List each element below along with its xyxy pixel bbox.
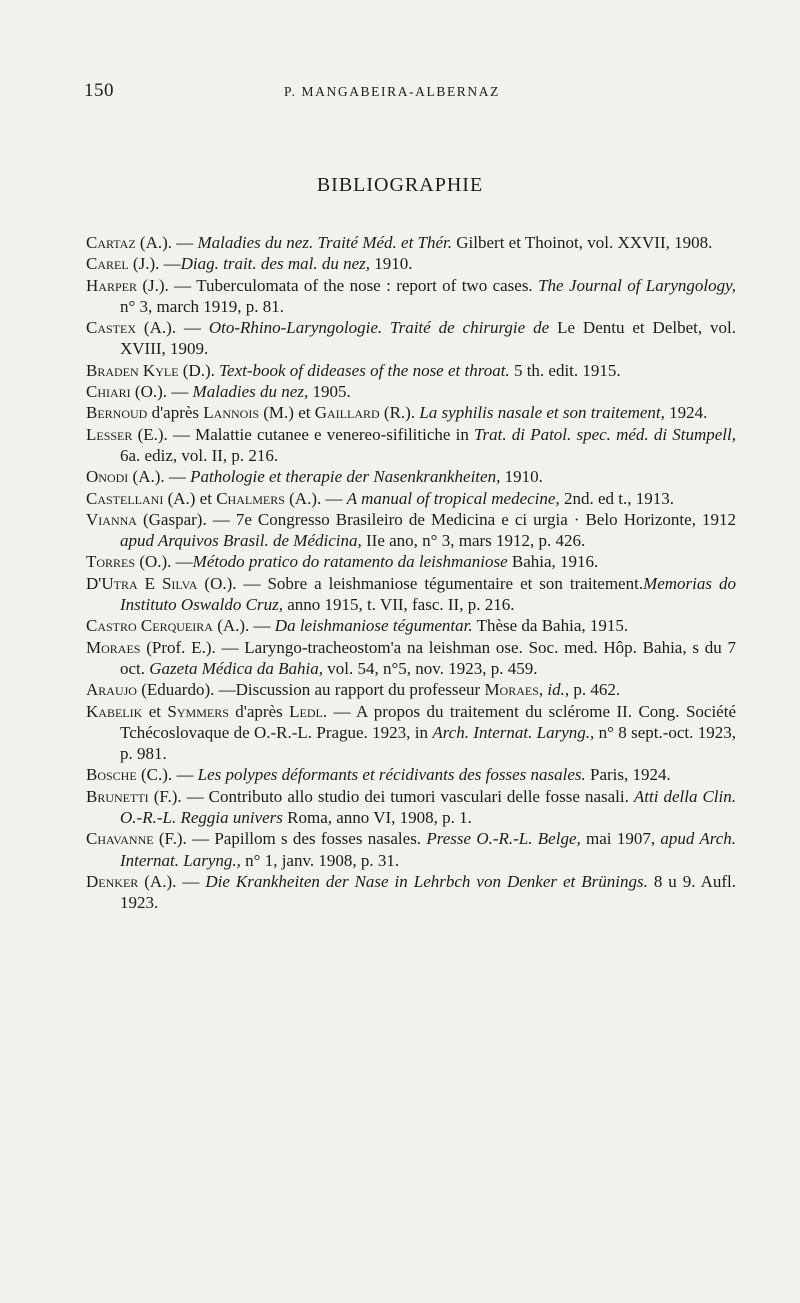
work-title: id.: [547, 680, 565, 700]
entry-text: 6a. ediz, vol. II, p. 216.: [120, 445, 279, 465]
work-title: Atti della Clin. O.-R.-L. Reggia univers: [120, 786, 736, 828]
author-name: Brunetti: [86, 786, 149, 806]
entry-text: (A.). —: [212, 616, 275, 636]
page-header: [84, 80, 740, 102]
author-name: Carel: [86, 254, 129, 274]
work-title: La syphilis nasale et son traitement,: [419, 403, 665, 423]
entry-text: (F.). — Contributo allo studio dei tumori vasculari delle fosse nasali.: [148, 786, 634, 806]
author-name: Castellani: [86, 488, 164, 508]
bibliography-entry: [86, 275, 736, 318]
entry-text: (Gaspar). — 7e Congresso Brasileiro de Medicina e ci urgia · Belo Horizonte, 1912: [136, 509, 736, 529]
entry-text: (R.).: [379, 403, 420, 423]
entry-text: (Prof. E.). — Laryngo-tracheostom'a na leishman ose. Soc. med. Hôp. Bahia, s du 7 oct.: [120, 637, 736, 678]
entry-text: mai 1907,: [580, 829, 661, 849]
entry-text: E: [137, 573, 162, 593]
author-name: Denker: [86, 871, 139, 891]
work-title: Les polypes déformants et récidivants des fosses nasales.: [197, 765, 586, 785]
entry-text: (A.). —: [128, 467, 191, 487]
work-title: Pathologie et therapie der Nasenkrankheiten,: [190, 467, 501, 487]
section-title: BIBLIOGRAPHIE: [316, 174, 484, 196]
work-title: Maladies du nez,: [192, 382, 309, 402]
entry-text: (F.). — Papillom s des fosses nasales.: [153, 829, 427, 849]
author-name: Symmers: [167, 701, 229, 721]
entry-text: (Eduardo). —Discussion au rapport du professeur: [136, 680, 485, 700]
entry-text: Bahia, 1916.: [507, 552, 599, 572]
entry-text: d'après: [147, 403, 204, 423]
entry-text: (O.). —: [130, 382, 193, 402]
author-name: Kabelik: [86, 701, 143, 721]
bibliography-entry: [86, 381, 736, 402]
entry-text: (M.) et: [259, 403, 315, 423]
entry-text: IIe ano, n° 3, mars 1912, p. 426.: [361, 531, 586, 551]
bibliography-entry: [86, 871, 736, 914]
entry-text: n° 3, march 1919, p. 81.: [120, 296, 285, 316]
bibliography-entry: [86, 764, 736, 785]
author-name: Castex: [86, 318, 137, 338]
work-title: Diag. trait. des mal. du nez,: [180, 254, 370, 274]
bibliography-entry: [86, 424, 736, 467]
author-name: Bernoud: [86, 403, 148, 423]
entry-text: 1910.: [369, 254, 413, 274]
bibliography-entry: [86, 828, 736, 871]
entry-text: vol. 54, n°5, nov. 1923, p. 459.: [323, 658, 538, 678]
bibliography-list: [86, 232, 736, 914]
bibliography-entry: [86, 551, 736, 572]
bibliography-entry: [86, 701, 736, 765]
entry-text: n° 8 sept.-oct. 1923, p. 981.: [120, 722, 736, 764]
work-title: The Journal of Laryngology,: [538, 275, 736, 295]
bibliography-entry: [86, 360, 736, 381]
author-name: Moraes: [86, 637, 141, 657]
work-title: apud Arquivos Brasil. de Médicina,: [120, 531, 362, 551]
entry-text: (A.). —: [135, 233, 198, 252]
bibliography-entry: [86, 488, 736, 509]
entry-text: (C.). —: [136, 765, 198, 785]
entry-text: et: [142, 701, 168, 721]
author-name: Torres: [86, 552, 136, 572]
work-title: Presse O.-R.-L. Belge,: [426, 829, 581, 849]
entry-text: , p. 462.: [564, 680, 621, 700]
entry-text: 2nd. ed t., 1913.: [559, 488, 674, 508]
entry-text: Le Dentu et Delbet, vol. XVIII, 1909.: [120, 318, 737, 359]
entry-text: 1924.: [664, 403, 708, 423]
entry-text: Paris, 1924.: [585, 765, 671, 785]
work-title: Da leishmaniose tégumentar.: [274, 616, 473, 636]
entry-text: 1905.: [308, 382, 351, 402]
work-title: Die Krankheiten der Nase in Lehrbch von Denker et Brünings.: [205, 871, 648, 891]
bibliography-entry: [86, 317, 736, 360]
author-name: Moraes: [484, 680, 539, 700]
author-name: Gaillard: [314, 403, 380, 423]
work-title: Oto-Rhino-Laryngologie. Traité de chirurgie de: [208, 318, 550, 338]
author-name: Cartaz: [86, 233, 136, 252]
work-title: Gazeta Médica da Bahia,: [149, 658, 324, 678]
author-name: Araujo: [86, 680, 137, 700]
author-name: D'Utra: [86, 573, 138, 593]
bibliography-entry: [86, 232, 736, 253]
author-name: Chalmers: [216, 488, 285, 508]
author-name: Harper: [86, 275, 137, 295]
entry-text: d'après: [228, 701, 290, 721]
entry-text: anno 1915, t. VII, fasc. II, p. 216.: [282, 595, 515, 615]
bibliography-entry: [86, 509, 736, 552]
entry-text: (A.) et: [163, 488, 217, 508]
bibliography-entry: [86, 253, 736, 274]
work-title: A manual of tropical medecine,: [346, 488, 560, 508]
author-name: Bosche: [86, 765, 137, 785]
entry-text: 1910.: [500, 467, 543, 487]
entry-text: (A.). —: [284, 488, 347, 508]
bibliography-entry: [86, 402, 736, 423]
bibliography-entry: [86, 786, 736, 829]
work-title: Trat. di Patol. spec. méd. di Stumpell,: [474, 424, 736, 444]
bibliography-entry: [86, 615, 736, 636]
author-name: Lesser: [86, 424, 133, 444]
entry-text: (O.). —: [135, 552, 193, 572]
entry-text: Roma, anno VI, 1908, p. 1.: [282, 808, 472, 828]
bibliography-entry: [86, 573, 736, 616]
work-title: Maladies du nez. Traité Méd. et Thér.: [197, 233, 453, 252]
author-name: Ledl: [289, 701, 323, 721]
bibliography-entry: [86, 679, 736, 700]
bibliography-entry: [86, 466, 736, 487]
entry-text: 5 th. edit. 1915.: [509, 360, 621, 380]
running-head: P. MANGABEIRA-ALBERNAZ: [284, 84, 500, 99]
author-name: Lannois: [203, 403, 259, 423]
work-title: Método pratico do ratamento da leishmaniose: [192, 552, 508, 572]
entry-text: ,: [538, 680, 548, 700]
entry-text: (A.). —: [138, 871, 206, 891]
author-name: Onodi: [86, 467, 129, 487]
bibliography-entry: [86, 637, 736, 680]
author-name: Silva: [161, 573, 198, 593]
page-number: 150: [84, 80, 114, 101]
work-title: Memorias do Instituto Oswaldo Cruz,: [120, 573, 736, 615]
author-name: Braden Kyle: [86, 360, 179, 380]
author-name: Chavanne: [86, 829, 154, 849]
work-title: apud Arch. Internat. Laryng.,: [120, 829, 737, 870]
entry-text: Gilbert et Thoinot, vol. XXVII, 1908.: [452, 233, 713, 252]
entry-text: . — A propos du traitement du sclérome II. Cong. Société Tchécoslovaque de O.-R.-L. Prague. 1923, in: [120, 701, 736, 742]
entry-text: (J.). — Tuberculomata of the nose : report of two cases.: [136, 275, 539, 295]
work-title: Text-book of dideases of the nose et throat.: [219, 360, 510, 380]
entry-text: Thèse da Bahia, 1915.: [472, 616, 629, 636]
work-title: Arch. Internat. Laryng.,: [432, 722, 595, 742]
entry-text: 8 u 9. Aufl. 1923.: [120, 871, 737, 913]
author-name: Chiari: [86, 382, 131, 402]
entry-text: (J.). —: [128, 254, 181, 274]
entry-text: (E.). — Malattie cutanee e venereo-sifilitiche in: [132, 424, 475, 444]
entry-text: (D.).: [178, 360, 220, 380]
entry-text: n° 1, janv. 1908, p. 31.: [240, 850, 400, 870]
entry-text: (O.). — Sobre a leishmaniose tégumentaire et son traitement.: [197, 573, 644, 593]
author-name: Vianna: [86, 509, 137, 529]
author-name: Castro Cerqueira: [86, 616, 213, 636]
entry-text: (A.). —: [136, 318, 209, 338]
